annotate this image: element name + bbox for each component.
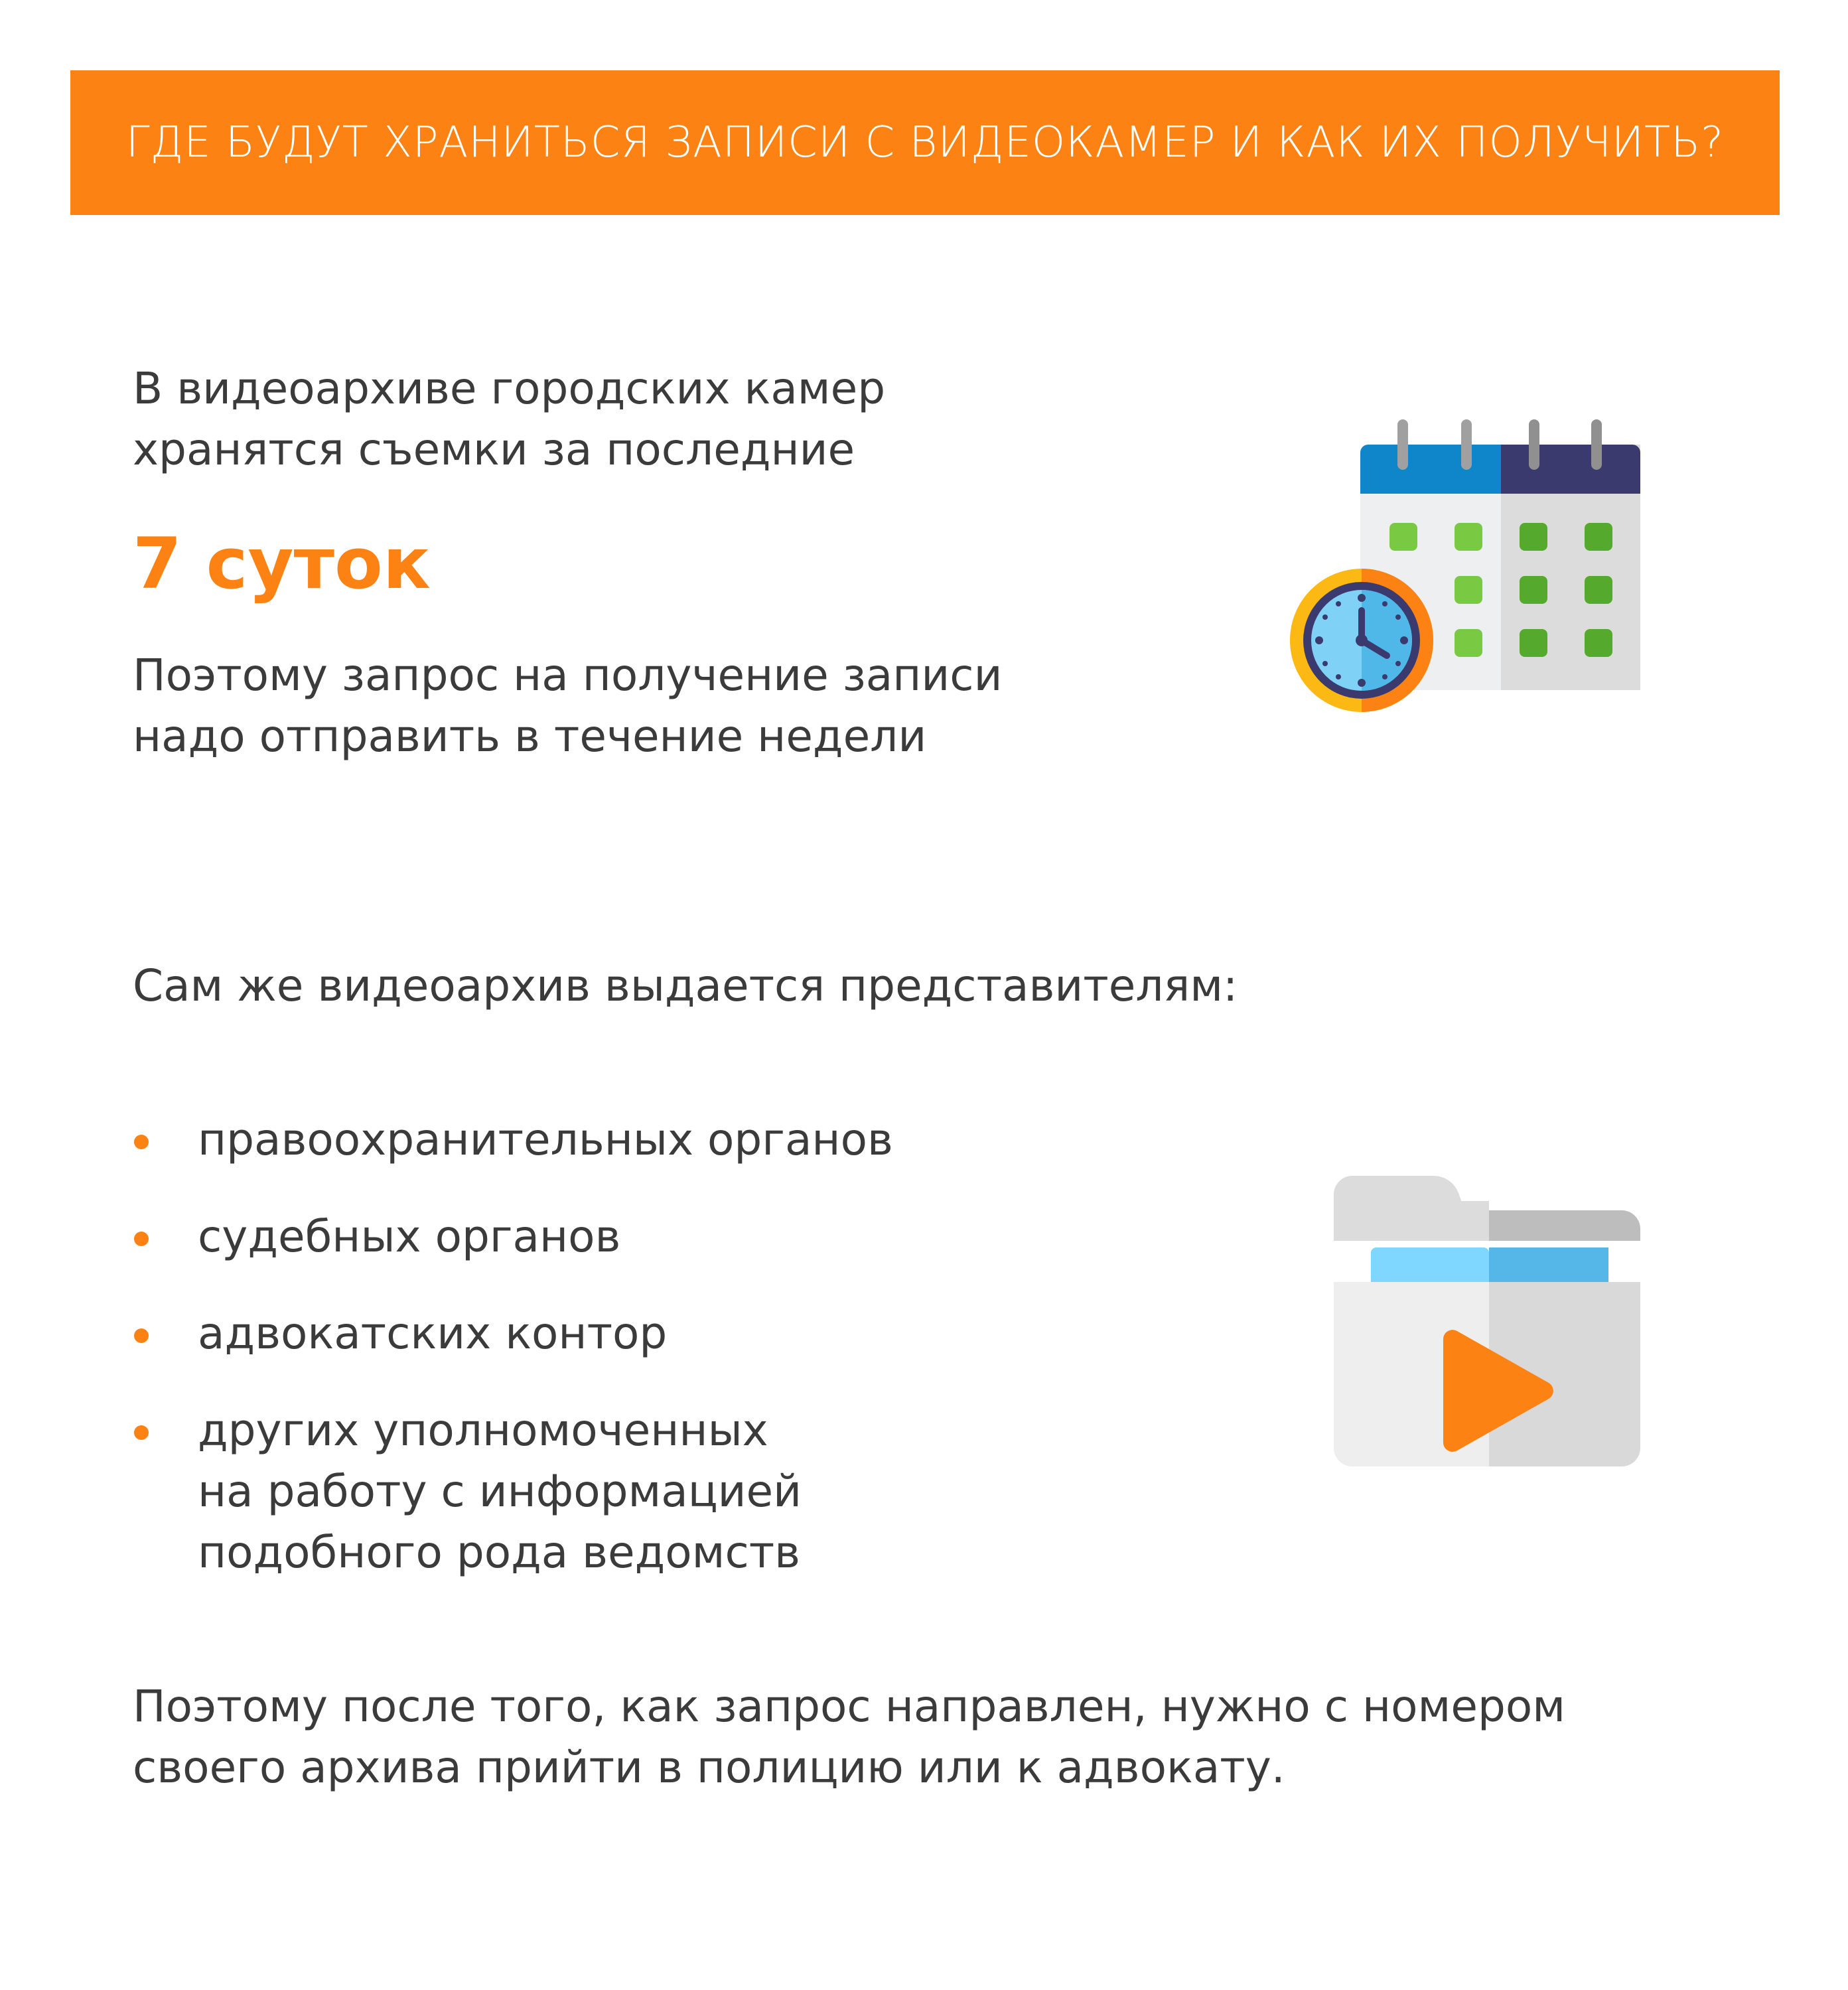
retention-period: 7 суток [133,523,431,604]
list-item [133,1400,1194,1583]
recipients-list [133,1109,1194,1619]
deadline-line: Поэтому запрос на получение записи [133,650,1003,701]
page-title: ГДЕ БУДУТ ХРАНИТЬСЯ ЗАПИСИ С ВИДЕОКАМЕР И КАК ИХ ПОЛУЧИТЬ? [125,118,1725,167]
list-item-text: адвокатских контор [198,1308,668,1359]
calendar-clock-icon [1287,411,1659,717]
video-folder-icon [1327,1161,1646,1480]
deadline-line: надо отправить в течение недели [133,711,927,762]
closing-text: Поэтому после того, как запрос направлен, нужно с номером своего архива прийти в полицию или к адвокату. [133,1681,1566,1793]
bullet-icon [134,1135,149,1149]
header-banner [70,70,1780,215]
list-item [133,1109,1194,1171]
list-item [133,1303,1194,1364]
bullet-icon [134,1425,149,1440]
request-deadline-text [133,645,1261,767]
bullet-icon [134,1232,149,1246]
list-item [133,1206,1194,1267]
intro-line: хранятся съемки за последние [133,424,855,475]
list-item-text: других уполномоченных на работу с информацией подобного рода ведомств [198,1405,802,1578]
bullet-icon [134,1328,149,1343]
intro-text [133,358,1128,480]
list-item-text: правоохранительных органов [198,1114,893,1165]
list-item-text: судебных органов [198,1211,621,1262]
intro-line: В видеоархиве городских камер [133,363,886,414]
recipients-heading: Сам же видеоархив выдается представителям: [133,960,1238,1011]
